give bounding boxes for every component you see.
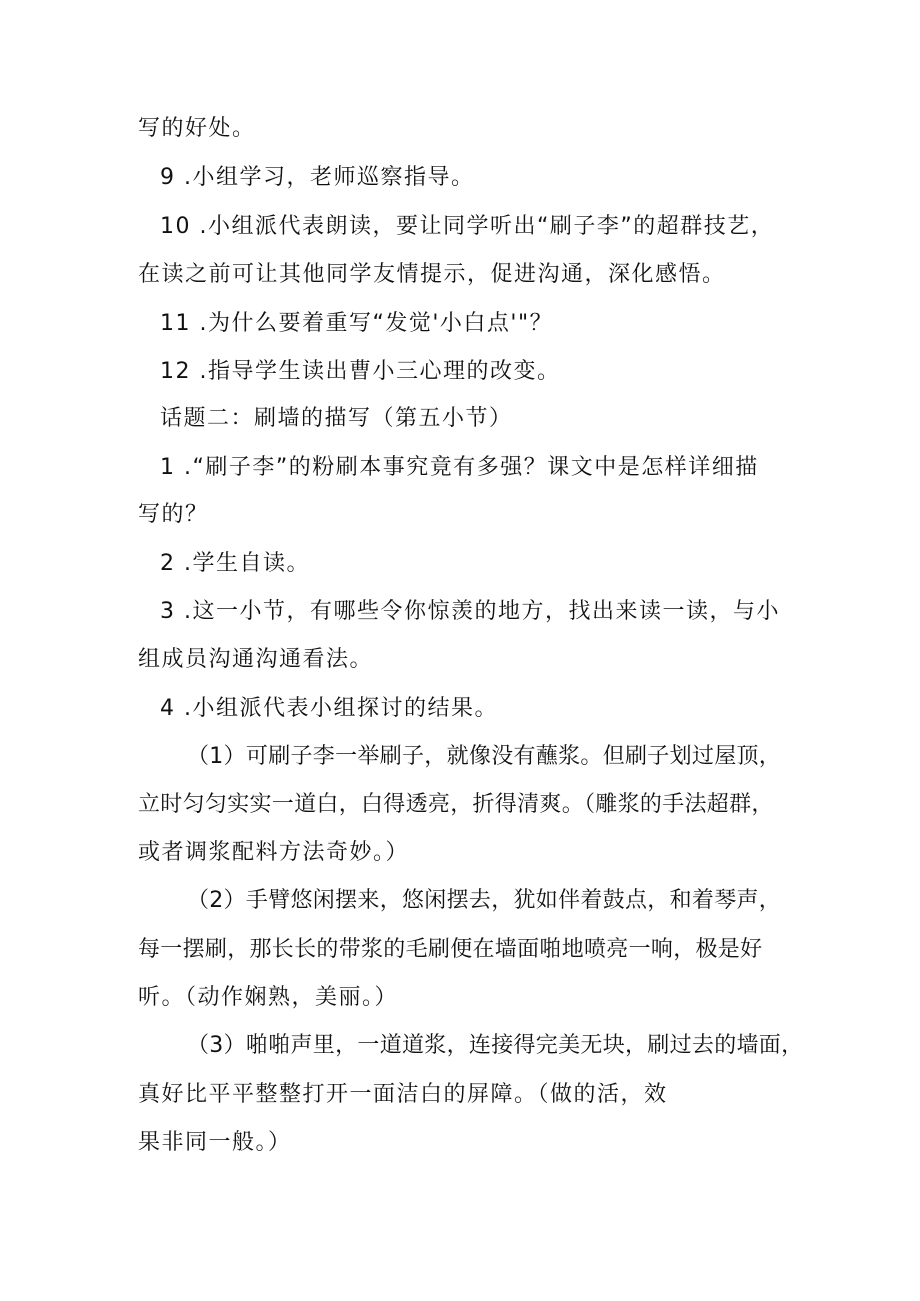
paragraph-line: 12 .指导学生读出曹小三心理的改变。 xyxy=(160,359,561,384)
paragraph-line: （3）啪啪声里，一道道浆，连接得完美无块，刷过去的墙面， xyxy=(187,1033,804,1058)
paragraph-line: 3 .这一小节，有哪些令你惊羡的地方，找出来读一读，与小 xyxy=(160,599,780,624)
paragraph-line: 写的？ xyxy=(138,502,209,527)
paragraph-line: 1 .“刷子李”的粉刷本事究竟有多强？课文中是怎样详细描 xyxy=(160,455,759,480)
paragraph-line: 立时匀匀实实一道白，白得透亮，折得清爽。（雕浆的手法超群， xyxy=(138,792,774,817)
paragraph-line: 每一摆刷，那长长的带浆的毛刷便在墙面啪地喷亮一响，极是好 xyxy=(138,937,763,962)
paragraph-line: 在读之前可让其他同学友情提示，促进沟通，深化感悟。 xyxy=(138,262,726,287)
paragraph-line: 听。（动作娴熟，美丽。） xyxy=(138,985,399,1010)
paragraph-line: （2）手臂悠闲摆来，悠闲摆去，犹如伴着鼓点，和着琴声， xyxy=(187,888,782,913)
paragraph-line: 9 .小组学习，老师巡察指导。 xyxy=(160,165,475,190)
paragraph-line: 11 .为什么要着重写“发觉'小白点'"？ xyxy=(160,311,554,336)
section-heading: 话题二：刷墙的描写（第五小节） xyxy=(160,406,513,431)
paragraph-line: 或者调浆配料方法奇妙。） xyxy=(138,840,410,865)
paragraph-line: 4 .小组派代表小组探讨的结果。 xyxy=(160,696,498,721)
paragraph-line: 2 .学生自读。 xyxy=(160,551,310,576)
paragraph-line: 组成员沟通沟通看法。 xyxy=(138,647,374,672)
paragraph-line: 果非同一般。） xyxy=(138,1130,292,1155)
paragraph-line: （1）可刷子李一举刷子，就像没有蘸浆。但刷子划过屋顶， xyxy=(187,744,782,769)
paragraph-line: 真好比平平整整打开一面洁白的屏障。（做的活，效 xyxy=(138,1082,668,1107)
paragraph-line: 写的好处。 xyxy=(138,116,256,141)
paragraph-line: 10 .小组派代表朗读，要让同学听出“刷子李”的超群技艺， xyxy=(160,214,775,239)
